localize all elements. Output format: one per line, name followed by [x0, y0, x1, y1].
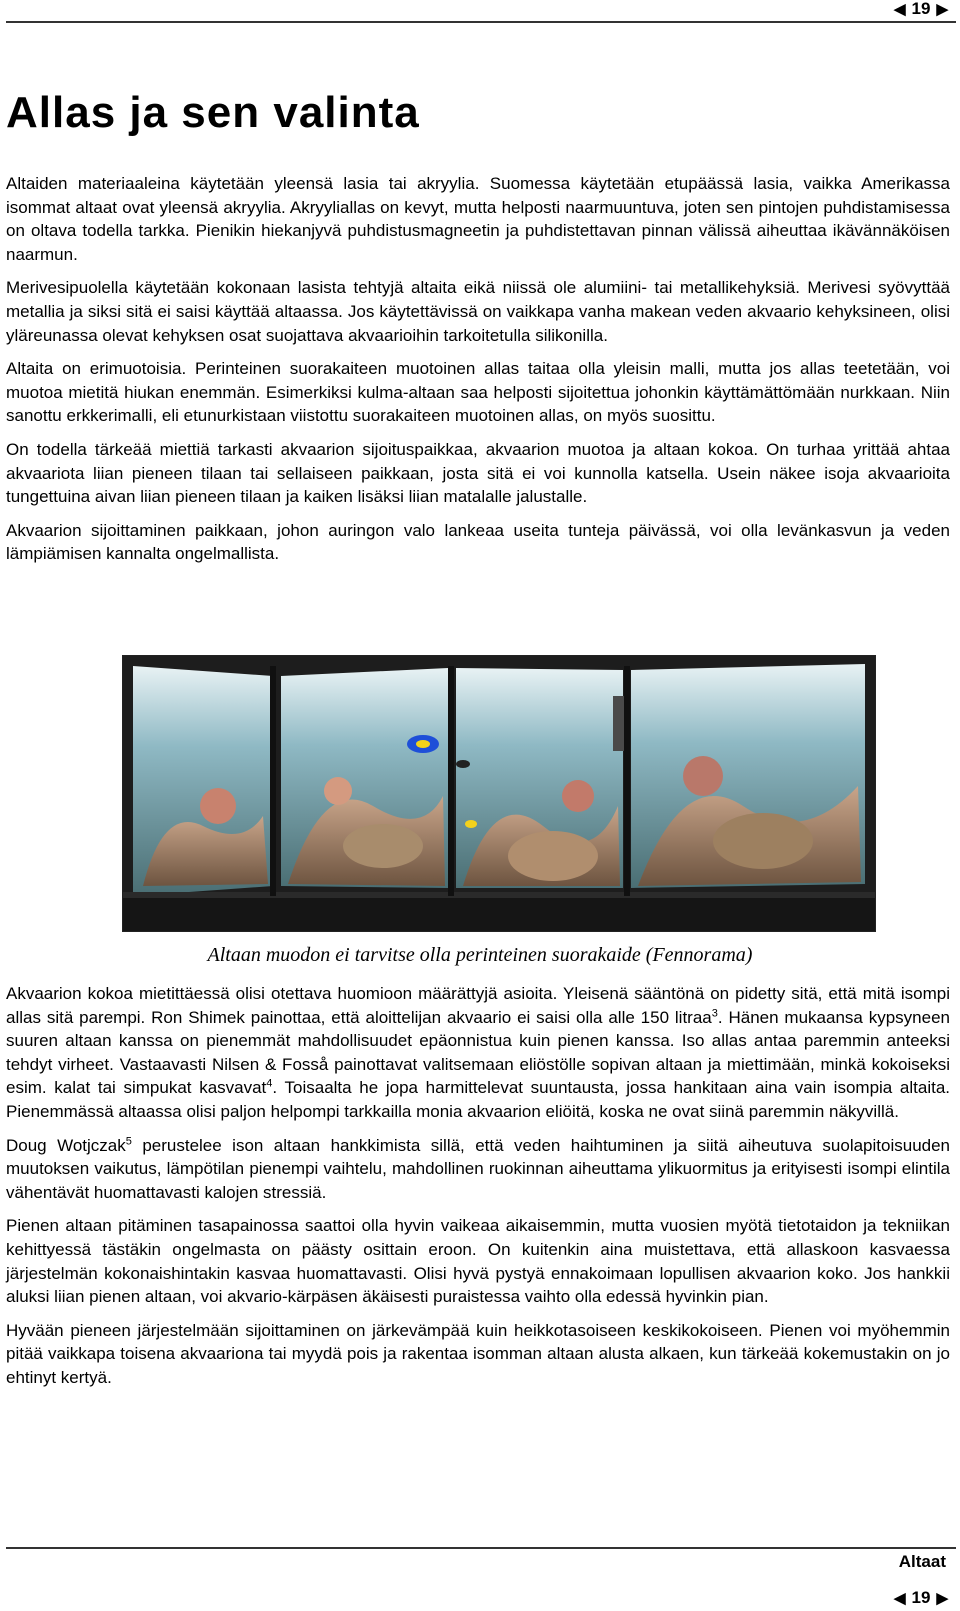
text-run: . Toisaalta he jopa harmittelevat suuntausta, jossa hankitaan aina vain isompia altaita. Pienemmässä altaassa olisi paljon helpompi tarkkailla monia akvaarion eliöitä, koska ne ovat siinä paremmin näkyvillä. [6, 1078, 951, 1121]
paragraph [6, 982, 950, 1124]
photo-caption: Altaan muodon ei tarvitse olla perinteinen suorakaide (Fennorama) [207, 944, 753, 966]
triangle-right-icon[interactable]: ▶ [936, 1589, 948, 1607]
page-title: Allas ja sen valinta [6, 88, 420, 137]
paragraph: On todella tärkeää miettiä tarkasti akvaarion sijoituspaikkaa, akvaarion muotoa ja altaan kokoa. On turhaa yrittää ahtaa akvaariota liian pieneen tilaan tai sellaiseen paikkaan, josta sitä ei voi kunnolla katsella. Usein näkee isoja akvaarioita tungettuina aivan liian pieneen tilaan ja kaiken lisäksi liian matalalle jalustalle. [6, 439, 950, 507]
paragraph: Akvaarion sijoittaminen paikkaan, johon auringon valo lankeaa useita tunteja päivässä, voi olla levänkasvun ja veden lämpiämisen kannalta ongelmallista. [6, 520, 950, 564]
footnote-ref[interactable]: 3 [711, 1006, 718, 1019]
paragraph: Hyvään pieneen järjestelmään sijoittaminen on järkevämpää kuin heikkotasoiseen keskikokoiseen. Pienen voi myöhemmin pitää vaikkapa toisena akvaariona tai myydä pois ja rakentaa isomman altaan alusta alkaen, kun tärkeää kokemustakin on jo ehtinyt kertyä. [6, 1320, 950, 1387]
text-run: Akvaarion kokoa mietittäessä olisi otettava huomioon määrättyjä asioita. Yleisenä sääntönä on pidetty sitä, että mitä isompi allas sitä parempi. Ron Shimek painottaa, että aloittelijan akvaario ei saisi olla alle 150 litraa [6, 984, 950, 1027]
triangle-left-icon[interactable]: ◀ [893, 0, 906, 18]
text-block-bottom [6, 982, 950, 1400]
footer-section-title: Altaat [898, 1552, 946, 1571]
paragraph: Altaiden materiaaleina käytetään yleensä lasia tai akryylia. Suomessa käytetään etupäässä lasia, vaikka Amerikassa isommat altaat ovat yleensä akryylia. Akryyliallas on kevyt, mutta helposti naarmuuntuva, joten sen pintojen puhdistamisessa on oltava todella tarkka. Pienikin hiekanjyvä puhdistusmagneetin ja puhdistettavan pinnan välissä aiheuttaa ikävännäköisen naarmun. [6, 174, 950, 264]
paragraph: Merivesipuolella käytetään kokonaan lasista tehtyjä altaita eikä niissä ole alumiini- tai metallikehyksiä. Merivesi syövyttää metallia ja siksi sitä ei saisi käyttää altaassa. Jos käytettävissä on vaikkapa vanha makean veden akvaario kehyksineen, olisi yläreunassa olevat kehyksen osat suojattava akvaarioihin tarkoitetulla silikonilla. [6, 278, 950, 345]
top-page-nav [894, 0, 948, 18]
footnote-ref[interactable]: 4 [266, 1077, 273, 1090]
page-number-top: 19 [911, 0, 931, 18]
page-number-bottom: 19 [911, 1588, 931, 1607]
aquarium-photo [122, 655, 876, 932]
triangle-left-icon[interactable]: ◀ [893, 1589, 906, 1607]
footnote-ref[interactable]: 5 [125, 1134, 132, 1147]
paragraph [6, 1134, 950, 1205]
paragraph: Altaita on erimuotoisia. Perinteinen suorakaiteen muotoinen allas taitaa olla yleisin malli, mutta jos allas teetetään, voi muotoa mietitä hiukan enemmän. Esimerkiksi kulma-altaan saa helposti sijoitettua johonkin käyttämättömään nurkkaan. Niin sanottu erkkerimalli, eli etunurkistaan viistottu suorakaiteen muotoinen allas, on myös suosittu. [6, 359, 950, 426]
header-rule [6, 21, 956, 23]
text-run: . Hänen mukaansa kypsyneen suuren altaan kanssa on pienemmät mahdollisuudet epäonnistua kuin pienen kanssa. Iso allas antaa paremmin anteeksi tehdyt virheet. Vastaavasti Nilsen & Fosså painottavat valitsemaan eliöstölle sopivan altaan ja miettimään, minkä kokoiseksi esim. kalat tai simpukat kasvavat [6, 1007, 950, 1098]
text-block-top [6, 172, 950, 576]
text-run: Doug Wotjczak [6, 1135, 126, 1155]
paragraph: Pienen altaan pitäminen tasapainossa saattoi olla hyvin vaikeaa aikaisemmin, mutta vuosien myötä tietotaidon ja tekniikan kehittyessä tästäkin ongelmasta on päästy osittain eroon. On kuitenkin aina muistettava, että allaskoon kasvaessa järjestelmän kokonaishintakin kasvaa huomattavasti. Olisi hyvä pystyä ennakoimaan lopullisen akvaarion koko. Jos hankkii aluksi liian pienen altaan, voi akvario-kärpäsen äkäisesti puraistessa vaihto olla edessä hyvinkin pian. [6, 1216, 950, 1307]
text-run: perustelee ison altaan hankkimista sillä, että veden haihtuminen ja siitä aiheutuva suolapitoisuuden muutoksen vaikutus, lämpötilan pienempi vaihtelu, mahdollinen ruokinnan aiheuttama ylikuormitus ja erityisesti isompi elintila vähentävät huomattavasti kalojen stressiä. [6, 1135, 951, 1202]
triangle-right-icon[interactable]: ▶ [936, 0, 948, 18]
bottom-page-nav [894, 1588, 948, 1608]
footer-rule [6, 1547, 956, 1549]
